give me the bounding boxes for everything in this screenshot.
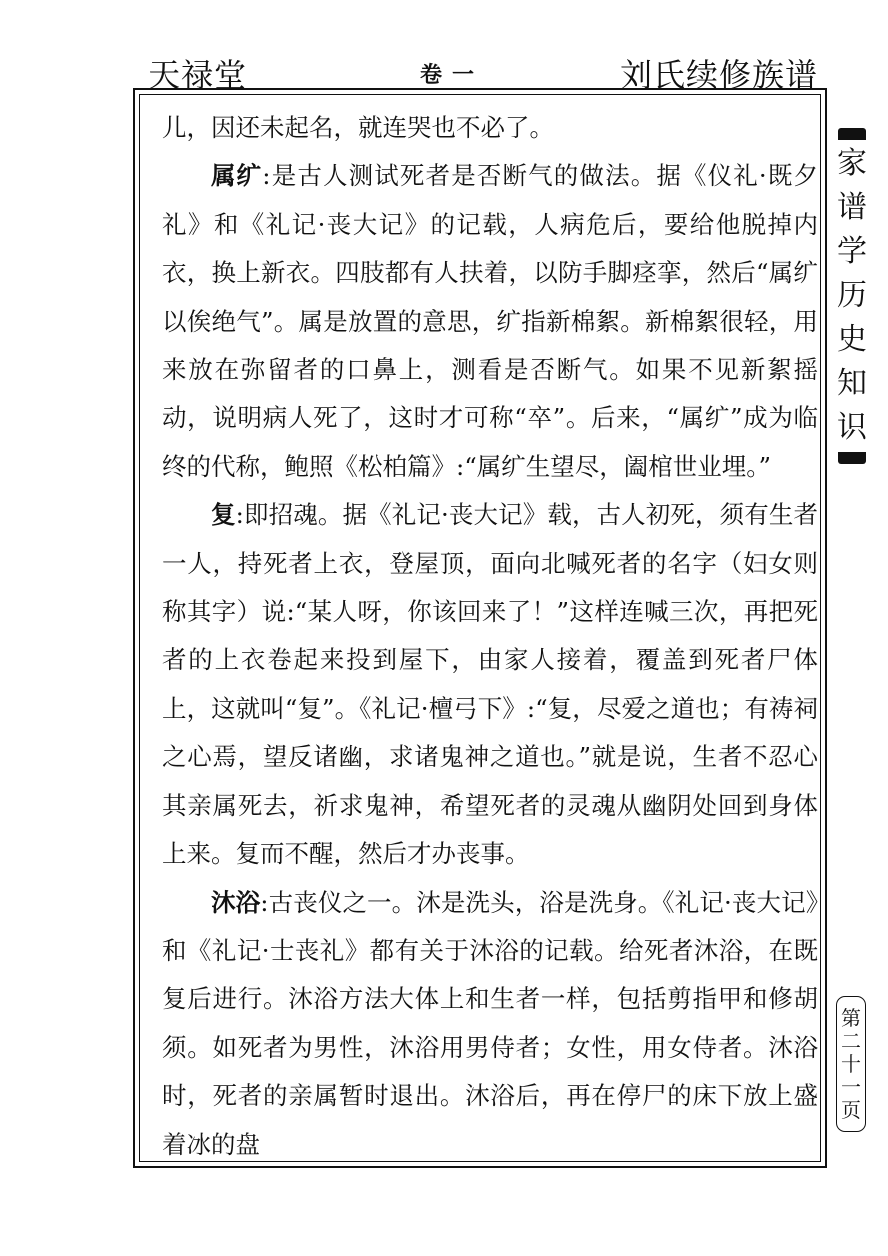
term-muyu: 沐浴 bbox=[211, 887, 261, 917]
volume-label: 卷一 bbox=[420, 62, 485, 88]
term-fu: 复 bbox=[211, 500, 236, 530]
paragraph-fu-text: :即招魂。据《礼记·丧大记》载，古人初死，须有生者一人，持死者上衣，登屋顶，面向北喊死者的名字（妇女则称其字）说:“某人呀，你该回来了！”这样连喊三次，再把死者的上衣卷起来投到屋下，由家人接着，覆盖到死者尸体上，这就叫“复”。《礼记·檀弓下》:“复，尽爱之道也；有祷祠之心焉，望反诸幽，求诸鬼神之道也。”就是说，生者不忍心其亲属死去，祈求鬼神，希望死者的灵魂从幽阴处回到身体上来。复而不醒，然后才办丧事。 bbox=[162, 500, 818, 869]
side-label-text: 家谱学历史知识 bbox=[837, 146, 867, 445]
term-zhukuang: 属纩 bbox=[211, 161, 263, 191]
paragraph-fu bbox=[162, 491, 818, 878]
paragraph-zhukuang bbox=[162, 152, 818, 491]
paragraph-muyu-text: :古丧仪之一。沐是洗头，浴是洗身。《礼记·丧大记》和《礼记·士丧礼》都有关于沐浴的记载。给死者沐浴，在既复后进行。沐浴方法大体上和生者一样，包括剪指甲和修胡须。如死者为男性，沐浴用男侍者；女性，用女侍者。沐浴时，死者的亲属暂时退出。沐浴后，再在停尸的床下放上盛着冰的盘 bbox=[162, 887, 819, 1159]
genealogy-title: 刘氏续修族谱 bbox=[619, 56, 818, 94]
page-number: 第二十一页 bbox=[841, 1006, 861, 1122]
page-header bbox=[0, 46, 888, 92]
paragraph-continuation: 儿，因还未起名，就连哭也不必了。 bbox=[162, 113, 554, 142]
bracket-top-icon bbox=[838, 128, 866, 140]
paragraph-muyu bbox=[162, 879, 818, 1169]
paragraph-zhukuang-text: :是古人测试死者是否断气的做法。据《仪礼·既夕礼》和《礼记·丧大记》的记载，人病危后，要给他脱掉内衣，换上新衣。四肢都有人扶着，以防手脚痉挛，然后“属纩以俟绝气”。属是放置的意思，纩指新棉絮。新棉絮很轻，用来放在弥留者的口鼻上，测看是否断气。如果不见新絮摇动，说明病人死了，这时才可称“卒”。后来，“属纩”成为临终的代称，鲍照《松柏篇》:“属纩生望尽，阖棺世业埋。” bbox=[162, 161, 819, 481]
body-text bbox=[162, 104, 818, 1169]
page-number-box bbox=[836, 996, 866, 1132]
bracket-bottom-icon bbox=[838, 452, 866, 464]
side-section-label bbox=[834, 128, 870, 464]
hall-name: 天禄堂 bbox=[148, 56, 248, 94]
